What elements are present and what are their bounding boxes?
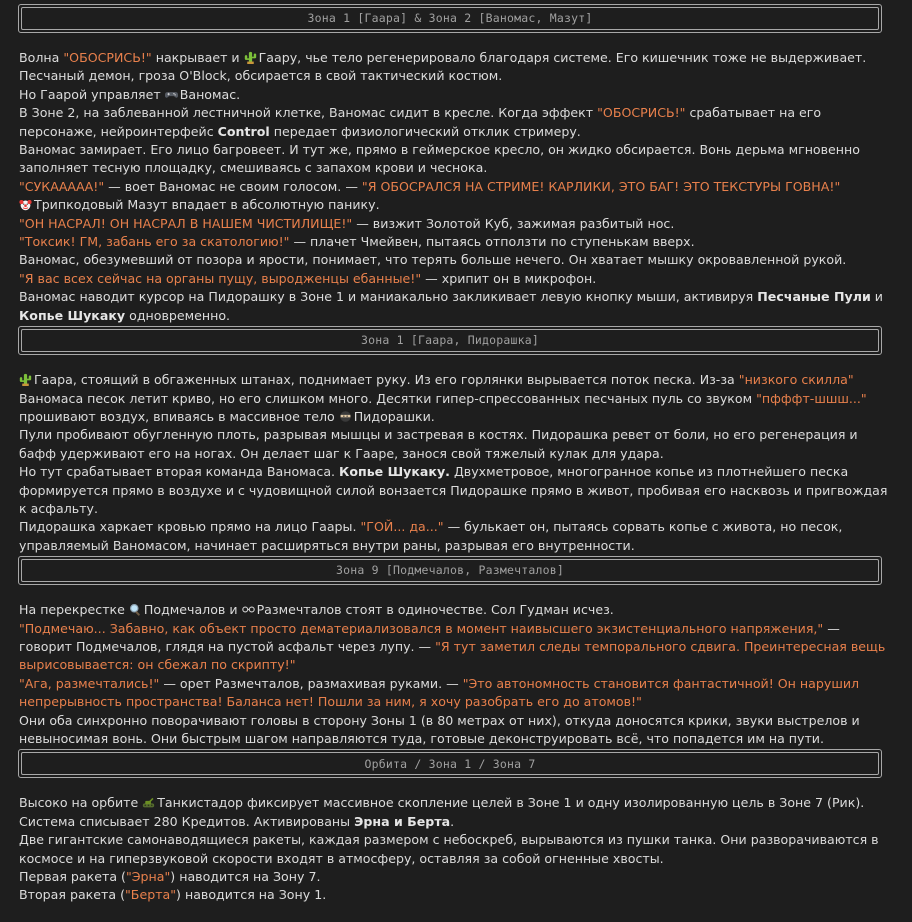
text: — воет Ваномас не своим голосом. — — [104, 178, 362, 194]
magnifier-icon — [129, 603, 142, 616]
quote: "ОБОСРИСЬ!" — [597, 105, 686, 121]
quote: "Берта" — [125, 887, 177, 903]
text: ) наводится на Зону 1. — [176, 887, 327, 903]
text: Ваномас. — [179, 86, 241, 102]
paragraph: Ваномас замирает. Его лицо багровеет. И тут же, прямо в геймерское кресло, он жидко обсирается. Вонь дерьма мгновенно заполняет тесную площадку, смешиваясь с запахом крови и чеснока. — [19, 142, 860, 176]
text: Пидорашки. — [353, 408, 435, 424]
paragraph — [19, 868, 892, 886]
paragraph — [19, 233, 892, 251]
text: — орет Размечталов, размахивая руками. — — [159, 675, 463, 691]
paragraph — [19, 601, 892, 619]
text: передает физиологический отклик стримеру. — [269, 123, 581, 139]
quote: "пфффт-шшш..." — [756, 390, 867, 406]
text: Размечталов стоят в одиночестве. Сол Гудман исчез. — [256, 602, 614, 618]
bold-text: Копье Шукаку. — [339, 464, 450, 480]
text: — плачет Чмейвен, пытаясь отползти по ступенькам вверх. — [289, 234, 695, 250]
quote: "Токсик! ГМ, забань его за скатологию!" — [19, 234, 290, 250]
text: Танкистадор фиксирует массивное скопление целей в Зоне 1 и одну изолированную цель в Зоне 7 (Рик). — [157, 795, 865, 811]
paragraph — [19, 886, 892, 904]
quote: "Подмечаю... Забавно, как объект просто дематериализовался в момент наивысшего экзистенциального напряжения," — [19, 620, 824, 636]
paragraph — [19, 104, 892, 141]
paragraph: Две гигантские самонаводящиеся ракеты, каждая размером с небоскреб, вырываются из пушки танка. Они разворачиваются в космосе и на гиперзвуковой скорости входят в атмосферу, оставляя за собой огненные хвосты. — [19, 832, 879, 866]
paragraph — [19, 518, 892, 555]
quote: "ГОЙ... да..." — [360, 519, 444, 535]
cactus-icon — [244, 51, 257, 64]
zone-header-2-label: Зона 1 [Гаара, Пидорашка] — [21, 329, 879, 352]
paragraph — [19, 371, 892, 426]
text: накрывает и — [151, 50, 244, 65]
text: — булькает он, пытаясь сорвать копье с живота, но песок, управляемый Ваномасом, начинает расширяться внутри раны, разрывая его внутренности. — [19, 519, 843, 553]
quote: "Я тут заметил следы темпорального сдвига. Преинтересная вещь вырисовывается: он сбежал по скрипту!" — [19, 638, 886, 673]
quote: "Эрна" — [125, 869, 171, 885]
text: Но Гаарой управляет — [19, 86, 165, 102]
text: Ваномаса песок летит криво, но его слишком много. Десятки гипер-спрессованных песчаных пуль со звуком — [19, 390, 757, 406]
ninja-icon — [339, 410, 352, 423]
paragraph — [19, 86, 892, 104]
zone-header-2 — [18, 326, 882, 355]
zone-header-4-label: Орбита / Зона 1 / Зона 7 — [21, 752, 879, 775]
paragraph: Ваномас, обезумевший от позора и ярости, понимает, что терять больше нечего. Он хватает мышку окровавленной рукой. — [19, 252, 847, 268]
zone-header-4 — [18, 749, 882, 778]
section-zone-1 — [19, 355, 892, 556]
bold-text: Песчаные Пули — [757, 289, 871, 305]
text: одновременно. — [125, 307, 231, 323]
text: Гаару, чье тело регенерировало благодаря системе. Его кишечник тоже не выдерживает. Песчаный демон, гроза O'Block, обсирается в свой тактический костюм. — [19, 50, 867, 84]
quote: "ОН НАСРАЛ! ОН НАСРАЛ В НАШЕМ ЧИСТИЛИЩЕ!" — [19, 215, 353, 231]
text: Гаара, стоящий в обгаженных штанах, поднимает руку. Из его горлянки вырывается поток песка. Из-за — [34, 372, 739, 388]
paragraph — [19, 813, 892, 831]
zone-header-1 — [18, 4, 882, 33]
zone-header-3-label: Зона 9 [Подмечалов, Размечталов] — [21, 559, 879, 582]
quote: "Ага, размечтались!" — [19, 675, 160, 691]
quote: "Это автономность становится фантастичной! Он нарушил непрерывность пространства! Баланса нет! Пошли за ним, я хочу разобрать его до атомов!" — [19, 675, 860, 710]
section-zone-1-2 — [19, 33, 892, 326]
bold-text: Копье Шукаку — [19, 307, 126, 323]
text: Пидорашка харкает кровью прямо на лицо Гаары. — [19, 519, 361, 535]
text: и — [870, 289, 883, 305]
paragraph — [19, 178, 892, 196]
quote: "Я вас всех сейчас на органы пущу, выродженцы ебанные!" — [19, 270, 422, 286]
zone-header-1-label: Зона 1 [Гаара] & Зона 2 [Ваномас, Мазут] — [21, 7, 879, 30]
bold-text: Эрна и Берта — [354, 813, 451, 829]
text: срабатывает на его персонаже, нейроинтерфейс — [19, 105, 822, 139]
gamepad-icon — [165, 88, 178, 101]
paragraph — [19, 49, 892, 86]
section-orbit — [19, 778, 892, 905]
cactus-icon — [19, 373, 32, 386]
paragraph — [19, 288, 892, 325]
text: Ваномас наводит курсор на Пидорашку в Зоне 1 и маниакально закликивает левую кнопку мыши, активируя — [19, 289, 758, 305]
text: Система списывает 280 Кредитов. Активированы — [19, 813, 355, 829]
paragraph — [19, 794, 892, 812]
quote: "СУКААААА!" — [19, 178, 105, 194]
paragraph — [19, 196, 892, 214]
paragraph — [19, 620, 892, 675]
quote: "Я ОБОСРАЛСЯ НА СТРИМЕ! КАРЛИКИ, ЭТО БАГ! ЭТО ТЕКСТУРЫ ГОВНА!" — [361, 178, 841, 194]
quote: "ОБОСРИСЬ!" — [63, 50, 152, 65]
clown-icon — [19, 198, 32, 211]
paragraph — [19, 215, 892, 233]
glasses-icon — [242, 603, 255, 616]
paragraph — [19, 463, 892, 518]
text: Подмечалов и — [143, 602, 242, 618]
tank-icon — [142, 796, 155, 809]
text: Высоко на орбите — [19, 795, 143, 811]
bold-text: Control — [217, 123, 270, 139]
text: Трипкодовый Мазут впадает в абсолютную панику. — [34, 197, 380, 213]
section-zone-9 — [19, 585, 892, 749]
text: Вторая ракета ( — [19, 887, 126, 903]
paragraph: Они оба синхронно поворачивают головы в сторону Зоны 1 (в 80 метрах от них), откуда доносятся крики, звуки выстрелов и невыносимая вонь. Они быстрым шагом направляются туда, готовые деконструировать всё, что попадется им на пути. — [19, 712, 860, 746]
text: — визжит Золотой Куб, зажимая разбитый нос. — [352, 215, 675, 231]
text: На перекрестке — [19, 602, 129, 618]
text: Но тут срабатывает вторая команда Ваномаса. — [19, 464, 340, 480]
paragraph: Пули пробивают обугленную плоть, разрывая мышцы и застревая в костях. Пидорашка ревет от боли, но его регенерация и бафф удерживают его на ногах. Он делает шаг к Гааре, занося свой тяжелый кулак для удара. — [19, 427, 858, 461]
text: ) наводится на Зону 7. — [170, 869, 321, 885]
text: . — [450, 813, 455, 829]
text: — хрипит он в микрофон. — [421, 270, 597, 286]
paragraph — [19, 270, 892, 288]
zone-header-3 — [18, 556, 882, 585]
text: Первая ракета ( — [19, 869, 126, 885]
text: Двухметровое, многогранное копье из плотнейшего песка формируется прямо в воздухе и с чудовищной силой вонзается Пидорашке прямо в живот, пробивая его насквозь и пригвождая к асфальту. — [19, 464, 888, 516]
quote: "низкого скилла" — [738, 372, 854, 388]
text: Волна — [19, 50, 64, 65]
paragraph — [19, 675, 892, 712]
text: В Зоне 2, на заблеванной лестничной клетке, Ваномас сидит в кресле. Когда эффект — [19, 105, 598, 121]
text: прошивают воздух, впиваясь в массивное тело — [19, 408, 339, 424]
text: — говорит Подмечалов, глядя на пустой асфальт через лупу. — — [19, 620, 840, 654]
